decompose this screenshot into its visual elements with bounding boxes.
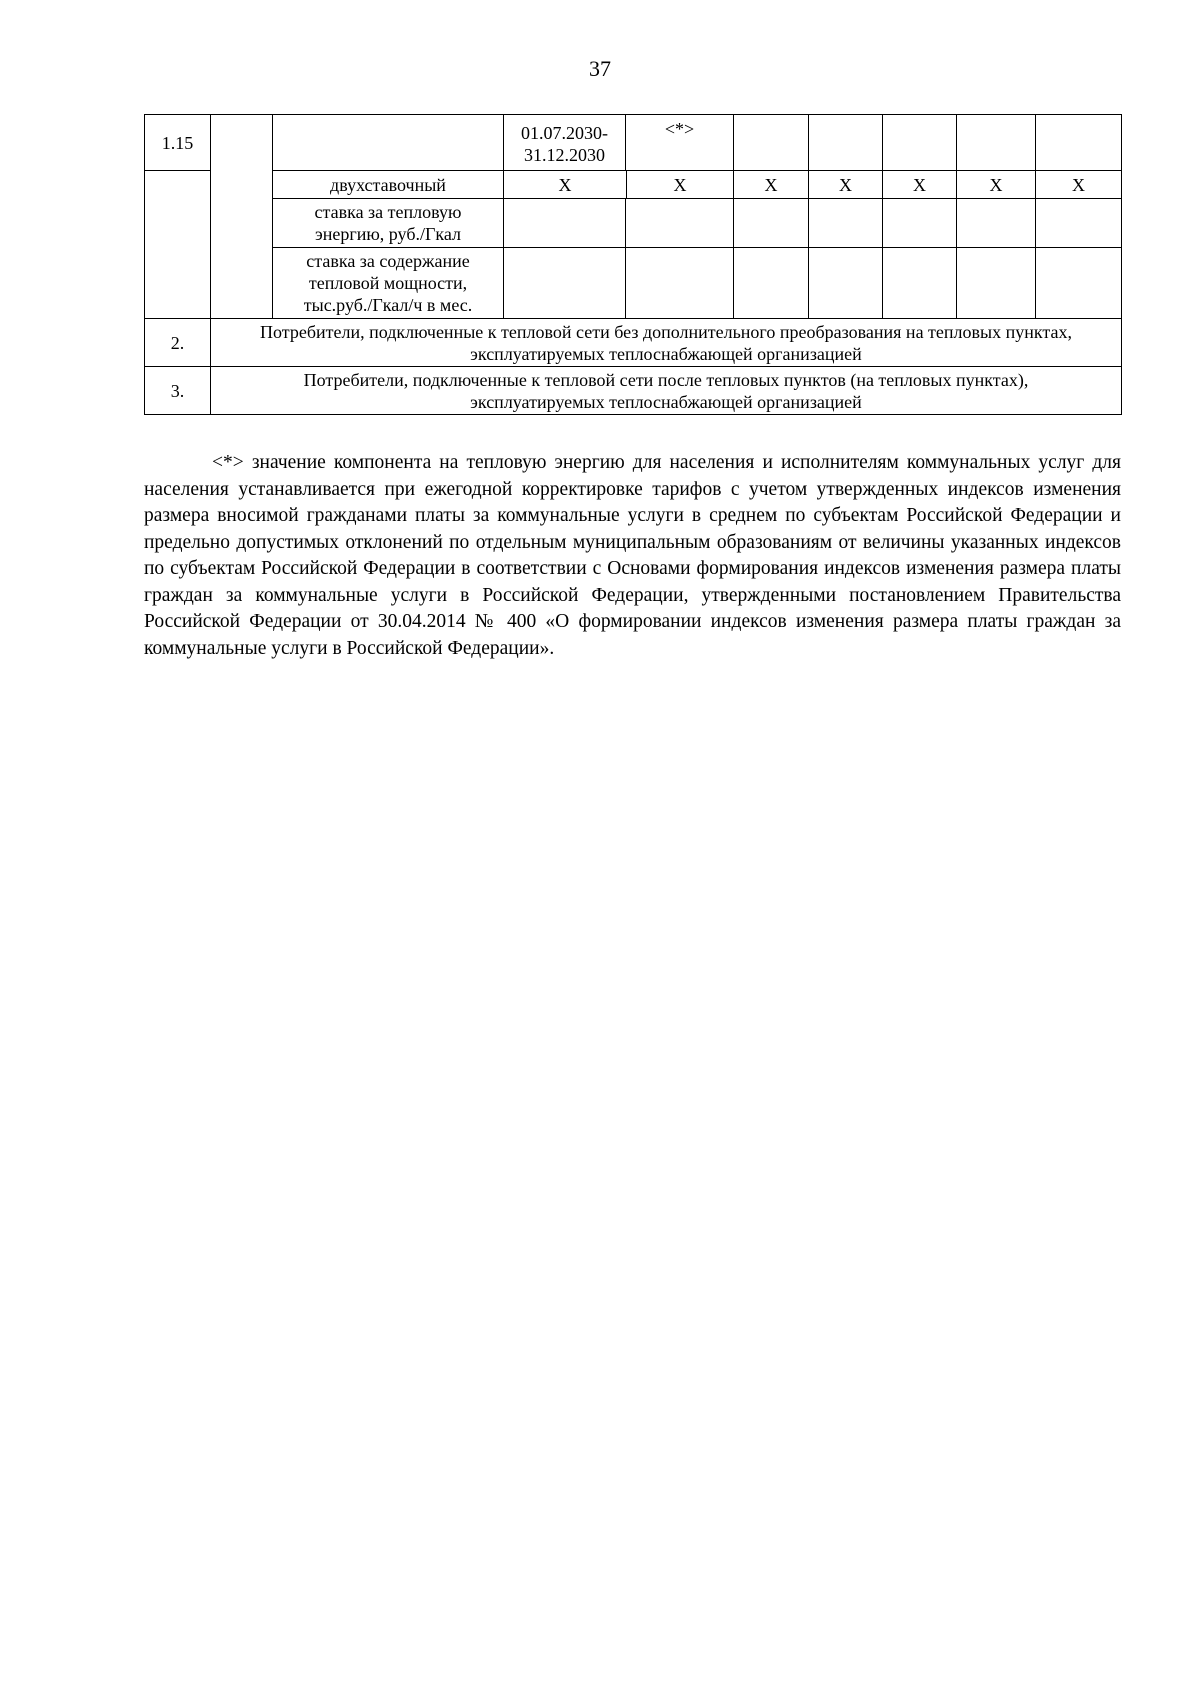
tariff-table-container	[144, 114, 1121, 415]
table-row	[145, 115, 1122, 171]
row-label: ставка за тепловую энергию, руб./Гкал	[273, 199, 504, 248]
empty-cell	[883, 115, 957, 171]
empty-cell	[957, 199, 1036, 248]
table-row	[145, 199, 1122, 248]
x-value: Х	[957, 171, 1036, 199]
row-description: Потребители, подключенные к тепловой сети после тепловых пунктов (на тепловых пунктах), эксплуатируемых теплоснабжающей организацией	[211, 367, 1122, 415]
empty-cell	[734, 248, 809, 319]
table-row	[145, 171, 1122, 199]
empty-cell	[734, 115, 809, 171]
blank-page-area	[0, 700, 1200, 1600]
empty-cell	[504, 248, 626, 319]
value-mark-cell: <*>	[626, 115, 734, 171]
empty-cell	[1036, 248, 1122, 319]
empty-cell	[809, 115, 883, 171]
empty-cell	[626, 199, 734, 248]
empty-cell	[957, 115, 1036, 171]
empty-cell	[145, 171, 211, 319]
row-description: Потребители, подключенные к тепловой сети без дополнительного преобразования на тепловых пунктах, эксплуатируемых теплоснабжающей организацией	[211, 319, 1122, 367]
empty-cell	[957, 248, 1036, 319]
row-number: 1.15	[145, 115, 211, 171]
row-label: ставка за содержание тепловой мощности, тыс.руб./Гкал/ч в мес.	[273, 248, 504, 319]
empty-cell	[1036, 199, 1122, 248]
empty-cell	[883, 248, 957, 319]
x-values-group	[504, 171, 734, 199]
empty-cell	[211, 115, 273, 319]
empty-cell	[734, 199, 809, 248]
x-value: Х	[1036, 171, 1122, 199]
empty-cell	[626, 248, 734, 319]
row-number: 3.	[145, 367, 211, 415]
table-row	[145, 248, 1122, 319]
empty-cell	[273, 115, 504, 171]
x-value: Х	[809, 171, 883, 199]
empty-cell	[883, 199, 957, 248]
row-number: 2.	[145, 319, 211, 367]
table-row	[145, 367, 1122, 415]
empty-cell	[809, 248, 883, 319]
footnote	[144, 450, 1121, 662]
footnote-text: <*> значение компонента на тепловую энергию для населения и исполнителям коммунальных услуг для населения устанавливается при ежегодной корректировке тарифов с учетом утвержденных индексов изменения размера вносимой гражданами платы за коммунальные услуги в среднем по субъектам Российской Федерации и предельно допустимых отклонений по отдельным муниципальным образованиям от величины указанных индексов по субъектам Российской Федерации в соответствии с Основами формирования индексов изменения размера платы граждан за коммунальные услуги в Российской Федерации, утвержденными постановлением Правительства Российской Федерации от 30.04.2014 № 400 «О формировании индексов изменения размера платы граждан за коммунальные услуги в Российской Федерации».	[144, 452, 1121, 659]
period-text: 01.07.2030- 31.12.2030	[521, 122, 608, 165]
tariff-table	[144, 114, 1122, 415]
empty-cell	[504, 199, 626, 248]
x-value: Х	[673, 174, 687, 195]
row-label: двухставочный	[273, 171, 504, 199]
empty-cell	[809, 199, 883, 248]
x-value: Х	[883, 171, 957, 199]
empty-cell	[1036, 115, 1122, 171]
table-row	[145, 319, 1122, 367]
x-value: Х	[734, 171, 809, 199]
x-value: Х	[504, 171, 627, 198]
period-cell	[504, 115, 626, 171]
page-number: 37	[589, 56, 611, 81]
